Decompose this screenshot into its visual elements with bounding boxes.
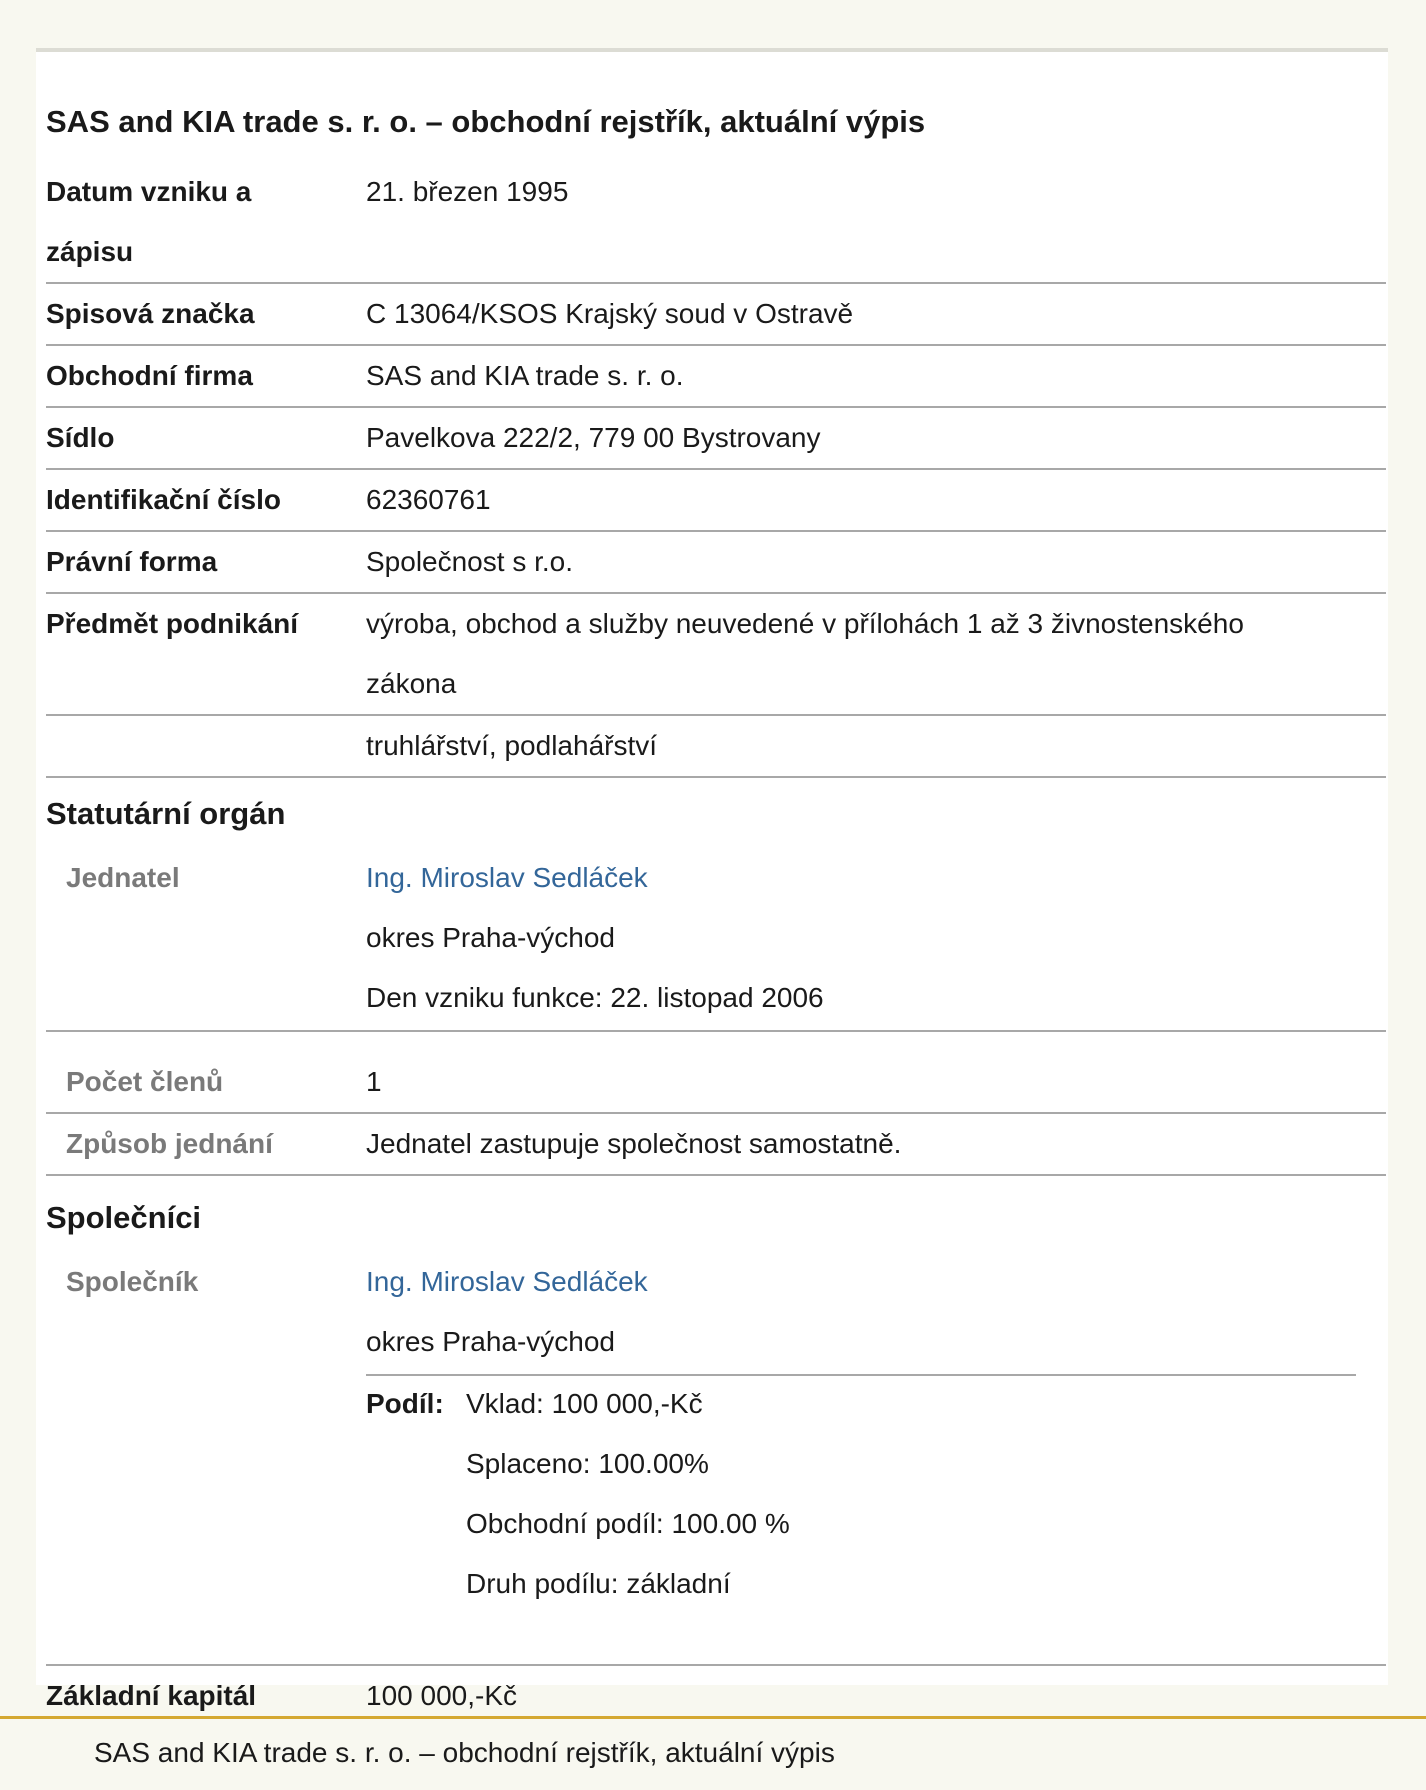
section-statutory-heading: Statutární orgán — [46, 796, 286, 831]
row-jednatel — [46, 848, 1386, 1032]
row-file-number — [46, 284, 1386, 346]
label-capital: Základní kapitál — [46, 1680, 257, 1711]
value-founded: 21. březen 1995 — [366, 176, 569, 207]
row-business-activity — [46, 594, 1386, 716]
value-capital: 100 000,-Kč — [366, 1680, 517, 1711]
label-acting-method: Způsob jednání — [66, 1128, 273, 1159]
label-file-number: Spisová značka — [46, 298, 255, 329]
row-business-activity-2 — [46, 716, 1386, 778]
value-business-activity-line2: zákona — [366, 668, 457, 699]
value-business-activity-line1: výroba, obchod a služby neuvedené v přílohách 1 až 3 živnostenského — [366, 608, 1244, 639]
label-jednatel: Jednatel — [66, 862, 180, 893]
value-business-activity-2: truhlářství, podlahářství — [366, 730, 658, 761]
label-partner: Společník — [66, 1266, 199, 1297]
value-legal-form: Společnost s r.o. — [366, 546, 574, 577]
label-founded-line2: zápisu — [46, 236, 134, 267]
value-jednatel-since: Den vzniku funkce: 22. listopad 2006 — [366, 982, 824, 1013]
value-acting-method: Jednatel zastupuje společnost samostatně. — [366, 1128, 902, 1159]
value-jednatel-district: okres Praha-východ — [366, 922, 616, 953]
row-legal-form — [46, 532, 1386, 594]
value-share-business: Obchodní podíl: 100.00 % — [466, 1508, 790, 1539]
label-seat: Sídlo — [46, 422, 115, 453]
value-share-paid: Splaceno: 100.00% — [466, 1448, 709, 1479]
label-business-activity: Předmět podnikání — [46, 608, 299, 639]
row-id-number — [46, 470, 1386, 532]
value-seat: Pavelkova 222/2, 779 00 Bystrovany — [366, 422, 821, 453]
label-company-name: Obchodní firma — [46, 360, 253, 391]
label-members-count: Počet členů — [66, 1066, 224, 1097]
link-jednatel-name[interactable]: Ing. Miroslav Sedláček — [366, 862, 648, 893]
row-acting-method — [46, 1114, 1386, 1176]
row-company-name — [46, 346, 1386, 408]
value-partner-district: okres Praha-východ — [366, 1326, 616, 1357]
value-members-count: 1 — [366, 1066, 382, 1097]
label-founded-line1: Datum vzniku a — [46, 176, 252, 207]
row-members-count — [46, 1032, 1386, 1114]
link-partner-name[interactable]: Ing. Miroslav Sedláček — [366, 1266, 648, 1297]
section-partners-heading: Společníci — [46, 1200, 202, 1235]
value-share-type: Druh podílu: základní — [466, 1568, 731, 1599]
value-id-number: 62360761 — [366, 484, 491, 515]
label-share: Podíl: — [366, 1388, 444, 1419]
row-founded — [46, 162, 1386, 284]
row-partner — [46, 1252, 1386, 1666]
value-share-deposit: Vklad: 100 000,-Kč — [466, 1388, 703, 1419]
label-legal-form: Právní forma — [46, 546, 218, 577]
register-panel — [36, 48, 1388, 1711]
footer-title: SAS and KIA trade s. r. o. – obchodní rejstřík, aktuální výpis — [94, 1737, 835, 1768]
label-id-number: Identifikační číslo — [46, 484, 281, 515]
page-footer — [0, 1716, 1426, 1790]
value-company-name: SAS and KIA trade s. r. o. — [366, 360, 684, 391]
row-seat — [46, 408, 1386, 470]
page-title: SAS and KIA trade s. r. o. – obchodní rejstřík, aktuální výpis — [46, 104, 926, 139]
value-file-number: C 13064/KSOS Krajský soud v Ostravě — [366, 298, 854, 329]
